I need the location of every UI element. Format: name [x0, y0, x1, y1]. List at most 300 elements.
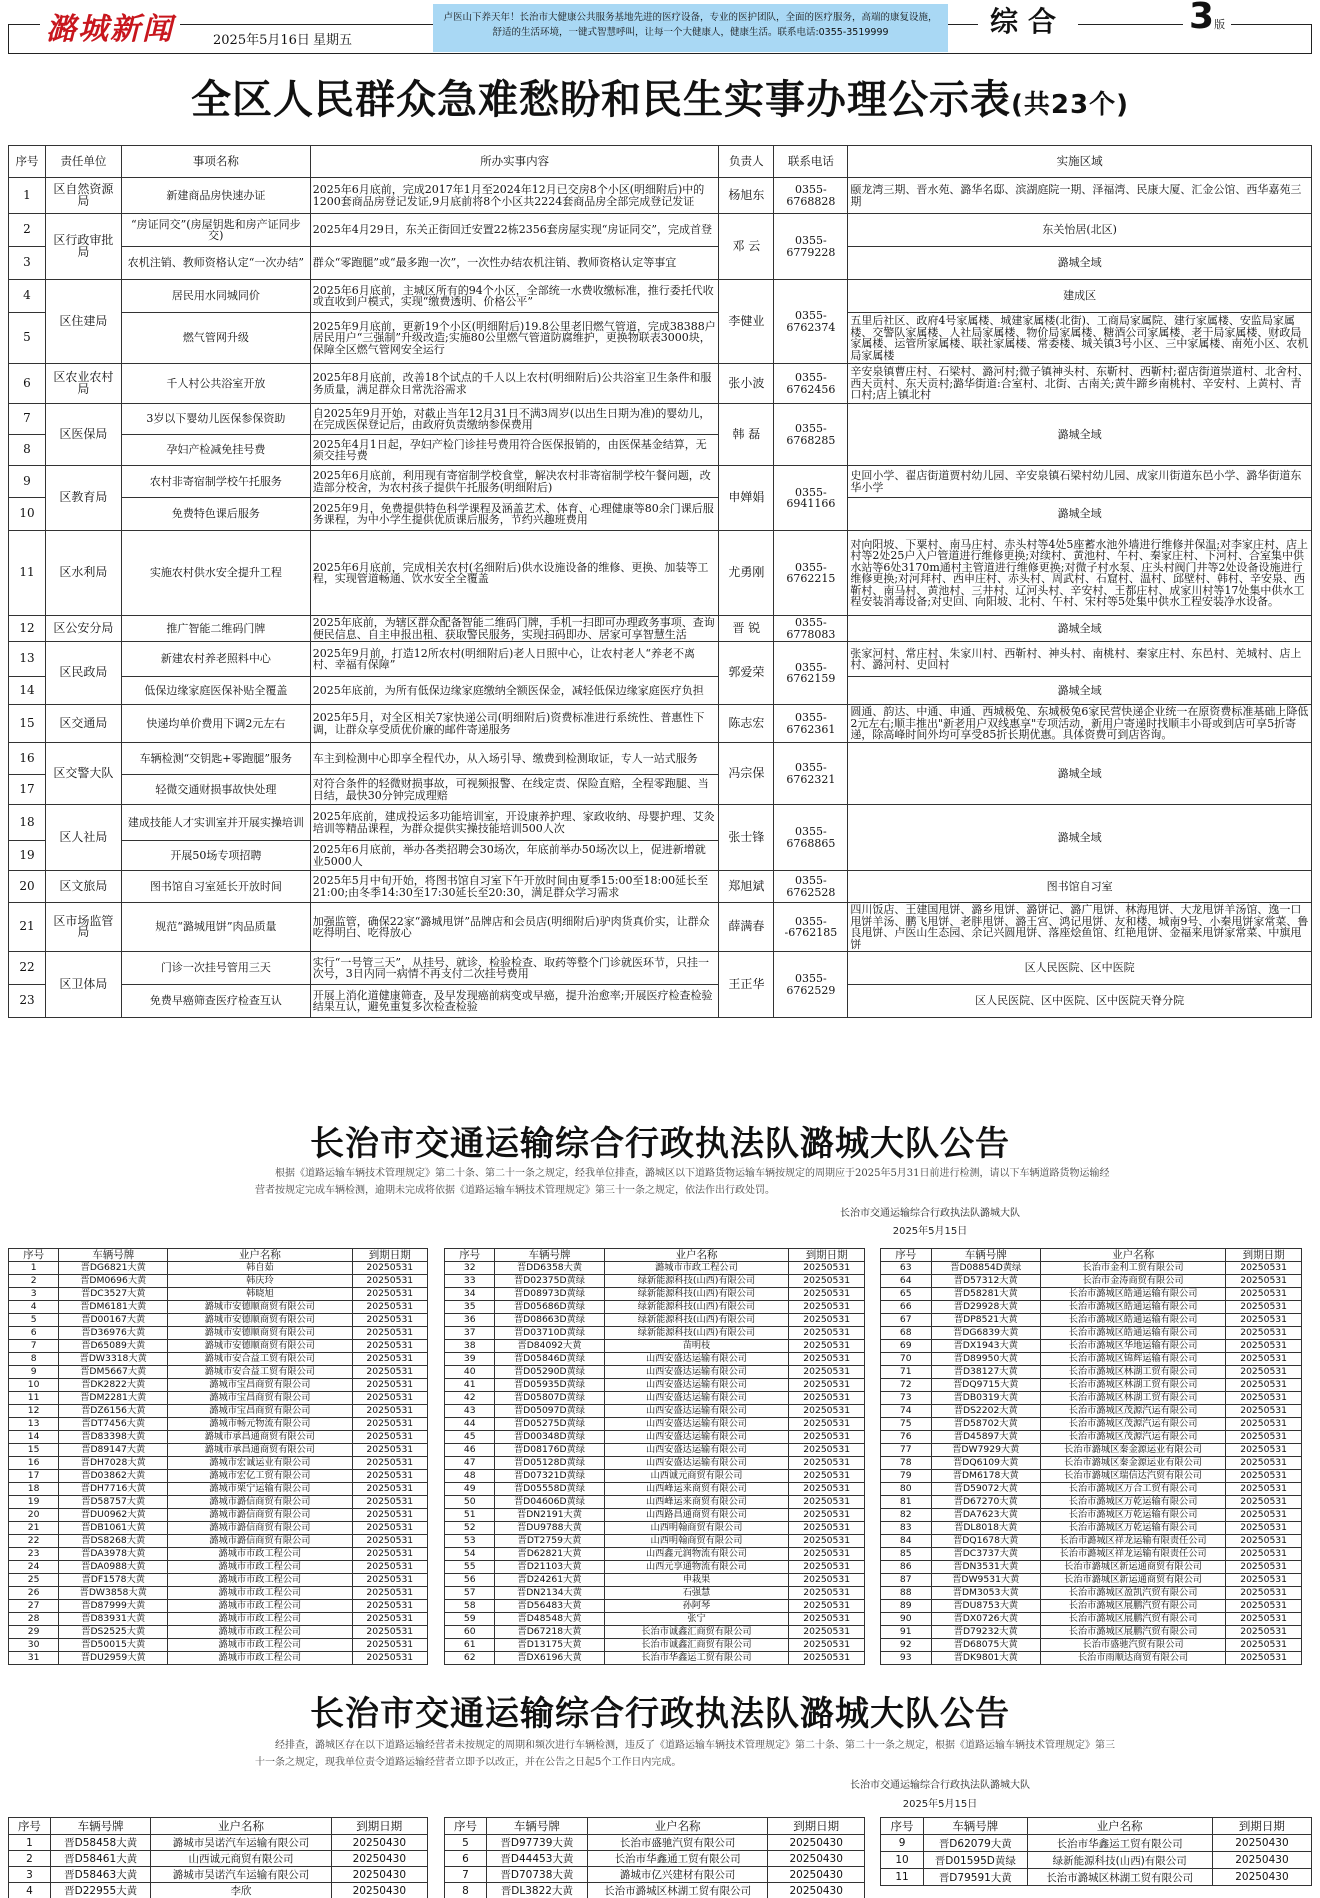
plate-number: 晋DN2134大黄 — [495, 1587, 604, 1600]
owner-name: 绿新能源科技(山西)有限公司 — [604, 1288, 789, 1301]
column-header: 事项名称 — [121, 146, 310, 178]
due-date: 20250430 — [331, 1851, 427, 1867]
owner-name: 长治市潞城区新运通商贸有限公司 — [1040, 1574, 1225, 1587]
contact-phone: 0355-6768865 — [774, 805, 848, 871]
row-number: 27 — [9, 1600, 59, 1613]
plate-number: 晋DK9801大黄 — [931, 1652, 1040, 1665]
row-number: 65 — [881, 1288, 932, 1301]
due-date: 20250531 — [1226, 1548, 1302, 1561]
column-header: 业户名称 — [168, 1249, 352, 1262]
vehicle-row — [9, 1883, 428, 1898]
owner-name: 长治市潞城区茂源汽运有限公司 — [1040, 1405, 1225, 1418]
plate-number: 晋D04606D黄绿 — [495, 1496, 604, 1509]
owner-name: 长治市潞城区锦辉运输有限公司 — [1040, 1353, 1225, 1366]
owner-name: 山西安盛达运输有限公司 — [604, 1379, 789, 1392]
implementation-area: 史回小学、翟店街道贾村幼儿园、辛安泉镇石梁村幼儿园、成家川街道东邑小学、潞华街道东华小学 — [848, 466, 1312, 498]
row-number: 43 — [445, 1405, 495, 1418]
owner-name: 潞城市宝昌商贸有限公司 — [168, 1379, 352, 1392]
plate-number: 晋D58757大黄 — [59, 1496, 168, 1509]
owner-name: 山西明翰商贸有限公司 — [604, 1535, 789, 1548]
row-number: 66 — [881, 1301, 932, 1314]
owner-name: 潞城市宏亿工贸有限公司 — [168, 1470, 352, 1483]
plate-number: 晋D29928大黄 — [931, 1301, 1040, 1314]
vehicle-row — [881, 1288, 1302, 1301]
page-title — [0, 68, 1320, 125]
row-number: 1 — [9, 178, 46, 214]
row-number: 40 — [445, 1366, 495, 1379]
due-date: 20250430 — [331, 1867, 427, 1883]
vehicle-row — [445, 1431, 865, 1444]
plate-number: 晋DC3527大黄 — [59, 1288, 168, 1301]
plate-number: 晋DA3978大黄 — [59, 1548, 168, 1561]
column-header: 到期日期 — [352, 1249, 427, 1262]
owner-name: 绿新能源科技(山西)有限公司 — [604, 1301, 789, 1314]
column-header: 负责人 — [719, 146, 774, 178]
row-number: 49 — [445, 1483, 495, 1496]
row-number: 8 — [445, 1883, 487, 1898]
row-number: 76 — [881, 1431, 932, 1444]
vehicle-row — [9, 1457, 428, 1470]
vehicle-row — [881, 1600, 1302, 1613]
row-number: 11 — [9, 531, 46, 616]
plate-number: 晋D67218大黄 — [495, 1626, 604, 1639]
due-date: 20250531 — [352, 1587, 427, 1600]
vehicle-row — [445, 1851, 865, 1867]
due-date: 20250531 — [789, 1522, 865, 1535]
plate-number: 晋D56483大黄 — [495, 1600, 604, 1613]
column-header: 车辆号牌 — [59, 1249, 168, 1262]
item-content: 对符合条件的轻微财损事故，可视频报警、在线定责、保险直赔，全程零跑腿、当日结，最快30分钟完成理赔 — [310, 775, 719, 805]
row-number: 6 — [9, 1327, 59, 1340]
row-number: 19 — [9, 841, 46, 871]
column-header: 序号 — [9, 146, 46, 178]
due-date: 20250531 — [352, 1301, 427, 1314]
issue-date: 2025年5月16日 — [213, 29, 310, 48]
row-number: 22 — [9, 1535, 59, 1548]
column-header: 到期日期 — [768, 1818, 865, 1835]
notice1-body: 根据《道路运输车辆技术管理规定》第二十条、第二十一条之规定，经我单位排查，潞城区以下道路货物运输车辆按规定的周期应于2025年5月31日前进行检测，请以下车辆道路货物运输经营者按规定完成车辆检测，逾期未完成将依据《道路运输车辆技术管理规定》第三十一条之规定，依法作出行政处罚。 — [255, 1168, 1110, 1196]
owner-name: 潞城市昊诺汽车运输有限公司 — [151, 1867, 331, 1883]
plate-number: 晋D58281大黄 — [931, 1288, 1040, 1301]
owner-name: 长治市潞城区新运通商贸有限公司 — [1040, 1561, 1225, 1574]
item-content: 实行“一号管三天”，从挂号、就诊、检验检查、取药等整个门诊就医环节，只挂一次号，3日内同一病情不再支付二次挂号费用 — [310, 952, 719, 985]
plate-number: 晋DX6196大黄 — [495, 1652, 604, 1665]
vehicle-row — [445, 1626, 865, 1639]
plate-number: 晋D58702大黄 — [931, 1418, 1040, 1431]
row-number: 9 — [881, 1835, 924, 1852]
notice1-date: 2025年5月15日 — [892, 1226, 968, 1237]
vehicle-row — [9, 1301, 428, 1314]
row-number: 54 — [445, 1548, 495, 1561]
plate-number: 晋DK2822大黄 — [59, 1379, 168, 1392]
table-row — [9, 642, 1312, 677]
owner-name: 长治市潞城区皓通运输有限公司 — [1040, 1327, 1225, 1340]
owner-name: 长治市潞城区展鹏汽贸有限公司 — [1040, 1613, 1225, 1626]
row-number: 10 — [9, 498, 46, 531]
row-number: 7 — [9, 1340, 59, 1353]
due-date: 20250531 — [1226, 1457, 1302, 1470]
row-number: 44 — [445, 1418, 495, 1431]
due-date: 20250531 — [789, 1535, 865, 1548]
vehicle-row — [881, 1366, 1302, 1379]
row-number: 18 — [9, 805, 46, 841]
table-row — [9, 404, 1312, 435]
column-header: 车辆号牌 — [495, 1249, 604, 1262]
due-date: 20250430 — [331, 1835, 427, 1851]
plate-number: 晋D62821大黄 — [495, 1548, 604, 1561]
item-content: 2025年6月底前，完成2017年1月至2024年12月已交房8个小区(明细附后)中的1200套商品房登记发证,9月底前将8个小区共2224套商品房全部完成登记发证 — [310, 178, 719, 214]
owner-name: 长治市金利工贸有限公司 — [1040, 1262, 1225, 1275]
row-number: 25 — [9, 1574, 59, 1587]
vehicle-row — [445, 1288, 865, 1301]
vehicle-row — [9, 1851, 428, 1867]
vehicle-row — [881, 1405, 1302, 1418]
due-date: 20250531 — [1226, 1288, 1302, 1301]
plate-number: 晋DU8753大黄 — [931, 1600, 1040, 1613]
column-header: 业户名称 — [1027, 1818, 1212, 1835]
vehicle-row — [445, 1379, 865, 1392]
item-content: 自2025年9月开始，对截止当年12月31日不满3周岁(以出生日期为准)的婴幼儿，在完成医保登记后，由政府负责缴纳参保费用 — [310, 404, 719, 435]
row-number: 68 — [881, 1327, 932, 1340]
plate-number: 晋DW9531大黄 — [931, 1574, 1040, 1587]
item-name: 新建农村养老照料中心 — [121, 642, 310, 677]
owner-name: 绿新能源科技(山西)有限公司 — [604, 1327, 789, 1340]
contact-phone: 0355-6762529 — [774, 952, 848, 1018]
due-date: 20250531 — [1226, 1652, 1302, 1665]
plate-number: 晋D08973D黄绿 — [495, 1288, 604, 1301]
column-header: 实施区域 — [848, 146, 1312, 178]
owner-name: 长治市盛驰汽贸有限公司 — [1040, 1639, 1225, 1652]
responsible-unit: 区文旅局 — [45, 871, 121, 903]
plate-number: 晋D97739大黄 — [487, 1835, 588, 1851]
responsible-person: 申婵娟 — [719, 466, 774, 531]
table-row — [9, 466, 1312, 498]
column-header: 车辆号牌 — [924, 1818, 1027, 1835]
row-number: 87 — [881, 1574, 932, 1587]
plate-number: 晋D36976大黄 — [59, 1327, 168, 1340]
row-number: 9 — [9, 1366, 59, 1379]
row-number: 50 — [445, 1496, 495, 1509]
plate-number: 晋D70738大黄 — [487, 1867, 588, 1883]
vehicle-row — [9, 1483, 428, 1496]
plate-number: 晋D05290D黄绿 — [495, 1366, 604, 1379]
responsible-person: 晋 锐 — [719, 616, 774, 642]
row-number: 85 — [881, 1548, 932, 1561]
owner-name: 潞城市市政工程公司 — [168, 1587, 352, 1600]
due-date: 20250531 — [352, 1340, 427, 1353]
row-number: 11 — [9, 1392, 59, 1405]
due-date: 20250531 — [1226, 1587, 1302, 1600]
item-name: “房证同交”(房屋钥匙和房产证同步交) — [121, 214, 310, 247]
row-number: 84 — [881, 1535, 932, 1548]
row-number: 48 — [445, 1470, 495, 1483]
column-header: 联系电话 — [774, 146, 848, 178]
due-date: 20250430 — [768, 1883, 865, 1898]
vehicle-row — [9, 1535, 428, 1548]
vehicle-row — [445, 1535, 865, 1548]
column-header: 责任单位 — [45, 146, 121, 178]
owner-name: 李欣 — [151, 1883, 331, 1898]
plate-number: 晋D05686D黄绿 — [495, 1301, 604, 1314]
due-date: 20250531 — [1226, 1444, 1302, 1457]
row-number: 63 — [881, 1262, 932, 1275]
item-name: 燃气管网升级 — [121, 313, 310, 364]
owner-name: 潞城市潞信商贸有限公司 — [168, 1522, 352, 1535]
plate-number: 晋DG6821大黄 — [59, 1262, 168, 1275]
row-number: 13 — [9, 1418, 59, 1431]
owner-name: 长治市金涛商贸有限公司 — [1040, 1275, 1225, 1288]
item-name: 车辆检测“交钥匙+零跑腿”服务 — [121, 743, 310, 775]
vehicle-row — [445, 1613, 865, 1626]
plate-number: 晋D05935D黄绿 — [495, 1379, 604, 1392]
column-header: 到期日期 — [1226, 1249, 1302, 1262]
owner-name: 孙阿琴 — [604, 1600, 789, 1613]
due-date: 20250531 — [352, 1496, 427, 1509]
plate-number: 晋D83931大黄 — [59, 1613, 168, 1626]
owner-name: 绿新能源科技(山西)有限公司 — [604, 1275, 789, 1288]
due-date: 20250531 — [789, 1639, 865, 1652]
table-row — [9, 705, 1312, 743]
row-number: 35 — [445, 1301, 495, 1314]
vehicle-row — [881, 1535, 1302, 1548]
due-date: 20250531 — [352, 1327, 427, 1340]
vehicle-row — [881, 1327, 1302, 1340]
vehicle-row — [445, 1867, 865, 1883]
owner-name: 长治市潞城区万乾运输有限公司 — [1040, 1522, 1225, 1535]
due-date: 20250531 — [1226, 1535, 1302, 1548]
vehicle-row — [881, 1613, 1302, 1626]
row-number: 10 — [881, 1852, 924, 1869]
responsible-person: 薛满春 — [719, 903, 774, 952]
row-number: 37 — [445, 1327, 495, 1340]
column-header: 业户名称 — [151, 1818, 331, 1835]
vehicle-row — [445, 1353, 865, 1366]
owner-name: 山西鑫元润物流有限公司 — [604, 1548, 789, 1561]
table-row — [9, 903, 1312, 952]
notice2-vehicle-table — [8, 1817, 428, 1898]
vehicle-row — [9, 1867, 428, 1883]
owner-name: 山西安盛达运输有限公司 — [604, 1353, 789, 1366]
plate-number: 晋D05558D黄绿 — [495, 1483, 604, 1496]
responsible-person: 陈志宏 — [719, 705, 774, 743]
row-number: 4 — [9, 1883, 51, 1898]
plate-number: 晋DP8521大黄 — [931, 1314, 1040, 1327]
vehicle-row — [9, 1522, 428, 1535]
due-date: 20250531 — [789, 1275, 865, 1288]
plate-number: 晋D62079大黄 — [924, 1835, 1027, 1852]
vehicle-row — [9, 1288, 428, 1301]
due-date: 20250531 — [1226, 1470, 1302, 1483]
plate-number: 晋D68075大黄 — [931, 1639, 1040, 1652]
contact-phone: 0355-6768285 — [774, 404, 848, 466]
item-content: 2025年6月底前，完成相关农村(名细附后)供水设施设备的维修、更换、加装等工程，实现管道畅通、饮水安全全覆盖 — [310, 531, 719, 616]
contact-phone: 0355-6762528 — [774, 871, 848, 903]
row-number: 60 — [445, 1626, 495, 1639]
due-date: 20250531 — [352, 1548, 427, 1561]
plate-number: 晋D07321D黄绿 — [495, 1470, 604, 1483]
table-row — [9, 952, 1312, 985]
contact-phone: 0355-6762215 — [774, 531, 848, 616]
plate-number: 晋DL3822大黄 — [487, 1883, 588, 1898]
notice2-signer: 长治市交通运输综合行政执法队潞城大队 — [850, 1780, 1030, 1791]
due-date: 20250531 — [1226, 1418, 1302, 1431]
implementation-area: 对向阳坡、下粟村、南马庄村、赤头村等4处5座蓄水池外墙进行维修并保温;对李家庄村、店上村等2处25户入户管道进行维修更换;对续村、黄池村、午村、秦家庄村、下河村、合室集中供水站等6处3170m通村主管道进行维修更换;对微子村水泵、庄头村阀门井等2处设备设施进行维修更换;对河拜村、西申庄村、赤头村、周武村、石窟村、温村、邱壁村、韩村、辛安泉、西靳村、南马村、黄池村、三井村、辽河头村、辛安村、王都庄村、成家川村等17处集中供水工程安装消毒设备;对史回、向阳坡、北村、午村、宋村等5处集中供水工程安装净水设备。 — [848, 531, 1312, 616]
vehicle-row — [445, 1262, 865, 1275]
responsible-unit: 区行政审批局 — [45, 214, 121, 280]
owner-name: 韩自茹 — [168, 1262, 352, 1275]
vehicle-row — [881, 1561, 1302, 1574]
owner-name: 长治市潞城区茂源汽运有限公司 — [1040, 1418, 1225, 1431]
due-date: 20250531 — [789, 1470, 865, 1483]
vehicle-row — [881, 1548, 1302, 1561]
plate-number: 晋DH7028大黄 — [59, 1457, 168, 1470]
due-date: 20250531 — [789, 1561, 865, 1574]
row-number: 17 — [9, 775, 46, 805]
row-number: 17 — [9, 1470, 59, 1483]
plate-number: 晋D05275D黄绿 — [495, 1418, 604, 1431]
vehicle-row — [9, 1639, 428, 1652]
owner-name: 潞城市潞信商贸有限公司 — [168, 1496, 352, 1509]
item-name: 快递均单价费用下调2元左右 — [121, 705, 310, 743]
plate-number: 晋DQ1678大黄 — [931, 1535, 1040, 1548]
due-date: 20250531 — [789, 1366, 865, 1379]
row-number: 55 — [445, 1561, 495, 1574]
notice1-vehicle-table — [444, 1248, 865, 1665]
owner-name: 山西安盛达运输有限公司 — [604, 1431, 789, 1444]
plate-number: 晋DM5667大黄 — [59, 1366, 168, 1379]
row-number: 6 — [445, 1851, 487, 1867]
item-name: 农机注销、教师资格认定“一次办结” — [121, 247, 310, 280]
owner-name: 长治市潞城区展鹏汽贸有限公司 — [1040, 1600, 1225, 1613]
plate-number: 晋D79232大黄 — [931, 1626, 1040, 1639]
plate-number: 晋DW3318大黄 — [59, 1353, 168, 1366]
responsible-unit: 区农业农村局 — [45, 364, 121, 404]
row-number: 2 — [9, 1851, 51, 1867]
vehicle-row — [9, 1431, 428, 1444]
row-number: 1 — [9, 1262, 59, 1275]
due-date: 20250531 — [789, 1457, 865, 1470]
row-number: 22 — [9, 952, 46, 985]
plate-number: 晋D89950大黄 — [931, 1353, 1040, 1366]
vehicle-row — [9, 1340, 428, 1353]
plate-number: 晋D59072大黄 — [931, 1483, 1040, 1496]
responsible-person: 张士锋 — [719, 805, 774, 871]
due-date: 20250430 — [1212, 1852, 1311, 1869]
item-name: 轻微交通财损事故快处理 — [121, 775, 310, 805]
column-header: 车辆号牌 — [487, 1818, 588, 1835]
table-row — [9, 985, 1312, 1018]
row-number: 19 — [9, 1496, 59, 1509]
table-row — [9, 364, 1312, 404]
responsible-person: 冯宗保 — [719, 743, 774, 805]
owner-name: 韩庆玲 — [168, 1275, 352, 1288]
due-date: 20250531 — [789, 1496, 865, 1509]
column-header: 车辆号牌 — [50, 1818, 151, 1835]
plate-number: 晋DU2959大黄 — [59, 1652, 168, 1665]
responsible-person: 尤勇刚 — [719, 531, 774, 616]
due-date: 20250531 — [1226, 1340, 1302, 1353]
vehicle-row — [9, 1353, 428, 1366]
item-name: 千人村公共浴室开放 — [121, 364, 310, 404]
page-title-main: 全区人民群众急难愁盼和民生实事办理公示表 — [191, 77, 1012, 123]
vehicle-row — [881, 1314, 1302, 1327]
plate-number: 晋D24261大黄 — [495, 1574, 604, 1587]
due-date: 20250531 — [352, 1470, 427, 1483]
owner-name: 潞城市宝昌商贸有限公司 — [168, 1392, 352, 1405]
row-number: 81 — [881, 1496, 932, 1509]
table-row — [9, 805, 1312, 841]
plate-number: 晋D79591大黄 — [924, 1869, 1027, 1886]
row-number: 57 — [445, 1587, 495, 1600]
owner-name: 山西安盛达运输有限公司 — [604, 1457, 789, 1470]
vehicle-table-header — [881, 1818, 1312, 1835]
contact-phone: 0355-6941166 — [774, 466, 848, 531]
row-number: 51 — [445, 1509, 495, 1522]
item-content: 2025年底前，为所有低保边缘家庭缴纳全额医保金，减轻低保边缘家庭医疗负担 — [310, 677, 719, 705]
row-number: 47 — [445, 1457, 495, 1470]
row-number: 71 — [881, 1366, 932, 1379]
column-header: 序号 — [445, 1249, 495, 1262]
owner-name: 山西明翰商贸有限公司 — [604, 1522, 789, 1535]
row-number: 5 — [9, 1314, 59, 1327]
owner-name: 绿新能源科技(山西)有限公司 — [604, 1314, 789, 1327]
plate-number: 晋D13175大黄 — [495, 1639, 604, 1652]
row-number: 2 — [9, 214, 46, 247]
row-number: 20 — [9, 871, 46, 903]
owner-name: 山西峰运来商贸有限公司 — [604, 1483, 789, 1496]
due-date: 20250531 — [1226, 1522, 1302, 1535]
item-name: 规范“潞城甩饼”肉品质量 — [121, 903, 310, 952]
vehicle-row — [9, 1327, 428, 1340]
due-date: 20250531 — [789, 1613, 865, 1626]
owner-name: 长治市潞城区茂源汽运有限公司 — [1040, 1431, 1225, 1444]
responsible-unit: 区医保局 — [45, 404, 121, 466]
plate-number: 晋DX1943大黄 — [931, 1340, 1040, 1353]
responsible-unit: 区公安分局 — [45, 616, 121, 642]
plate-number: 晋D67270大黄 — [931, 1496, 1040, 1509]
vehicle-row — [881, 1483, 1302, 1496]
vehicle-row — [9, 1366, 428, 1379]
responsible-unit: 区水利局 — [45, 531, 121, 616]
owner-name: 潞城市宏诚运业有限公司 — [168, 1457, 352, 1470]
column-header: 到期日期 — [331, 1818, 427, 1835]
due-date: 20250531 — [1226, 1483, 1302, 1496]
vehicle-row — [445, 1366, 865, 1379]
vehicle-row — [881, 1301, 1302, 1314]
row-number: 45 — [445, 1431, 495, 1444]
row-number: 6 — [9, 364, 46, 404]
column-header: 车辆号牌 — [931, 1249, 1040, 1262]
due-date: 20250531 — [352, 1535, 427, 1548]
implementation-area: 潞城全域 — [848, 805, 1312, 871]
plate-number: 晋D22955大黄 — [50, 1883, 151, 1898]
notice1-vehicle-table — [8, 1248, 428, 1665]
item-name: 新建商品房快速办证 — [121, 178, 310, 214]
due-date: 20250531 — [1226, 1574, 1302, 1587]
due-date: 20250531 — [352, 1379, 427, 1392]
owner-name: 长治市雨顺达商贸有限公司 — [1040, 1652, 1225, 1665]
plate-number: 晋DA0988大黄 — [59, 1561, 168, 1574]
owner-name: 潞城市栗宁运输有限公司 — [168, 1483, 352, 1496]
issue-weekday: 星期五 — [313, 33, 353, 48]
vehicle-row — [881, 1574, 1302, 1587]
plate-number: 晋D57312大黄 — [931, 1275, 1040, 1288]
row-number: 90 — [881, 1613, 932, 1626]
vehicle-row — [881, 1275, 1302, 1288]
table-row — [9, 214, 1312, 247]
due-date: 20250531 — [789, 1288, 865, 1301]
responsible-unit: 区人社局 — [45, 805, 121, 871]
